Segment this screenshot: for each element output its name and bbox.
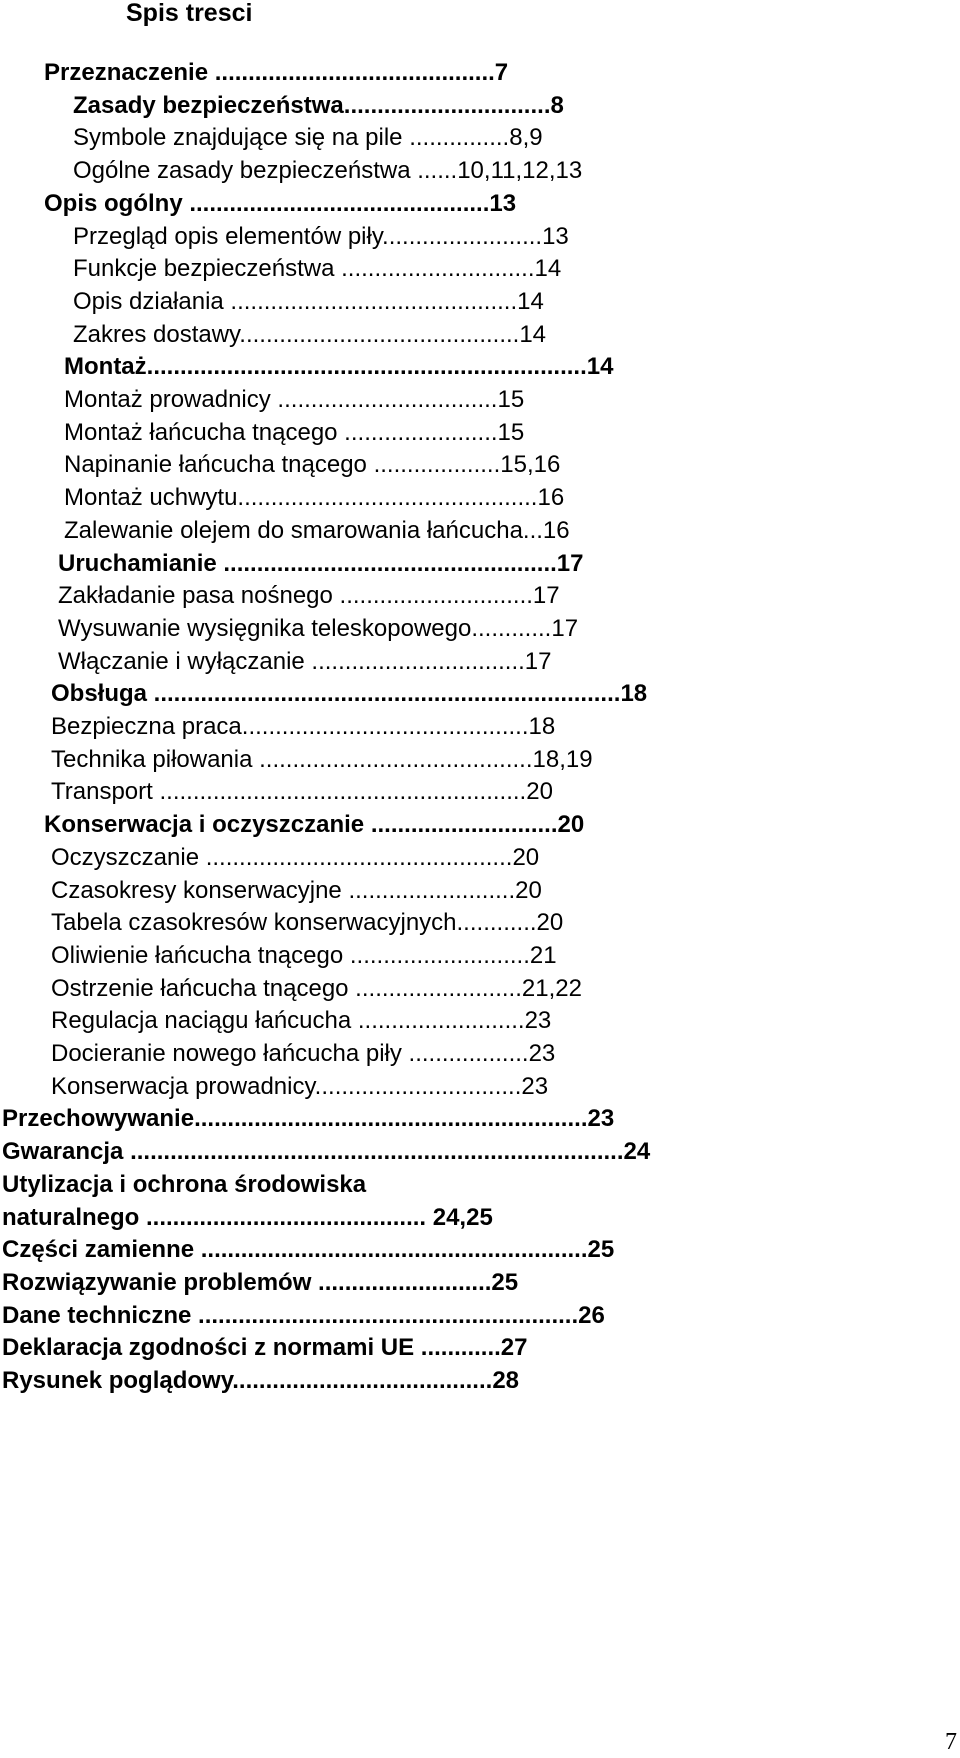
toc-entry: Przeznaczenie ..........................................7 — [44, 59, 509, 86]
toc-entry: Włączanie i wyłączanie ................................17 — [58, 647, 552, 675]
toc-entry: Zalewanie olejem do smarowania łańcucha...16 — [64, 516, 570, 544]
toc-entry: Konserwacja i oczyszczanie ............................20 — [44, 811, 585, 839]
toc-entry: Rysunek poglądowy.......................................28 — [2, 1367, 520, 1394]
toc-entry: Gwarancja ..........................................................................24 — [2, 1138, 651, 1166]
toc-entry: Montaż..................................................................14 — [64, 353, 614, 381]
toc-entry: Wysuwanie wysięgnika teleskopowego............17 — [58, 614, 579, 642]
toc-entry: Oczyszczanie ..............................................20 — [51, 843, 540, 871]
toc-entry: Technika piłowania .........................................18,19 — [51, 745, 593, 773]
toc-entry: Dane techniczne .........................................................26 — [2, 1301, 605, 1329]
toc-entry: Napinanie łańcucha tnącego ...................15,16 — [64, 451, 561, 479]
toc-entry: Obsługa ......................................................................18 — [51, 680, 648, 708]
toc-entry: Czasokresy konserwacyjne .........................20 — [51, 876, 542, 904]
toc-entry: Transport .......................................................20 — [51, 778, 553, 806]
toc-title: Spis tresci — [126, 0, 253, 27]
toc-entry: Części zamienne ..........................................................25 — [2, 1236, 615, 1264]
toc-entry: Ogólne zasady bezpieczeństwa ......10,11,12,13 — [73, 157, 583, 185]
toc-entry: Zasady bezpieczeństwa...............................8 — [73, 91, 564, 119]
toc-entry: Konserwacja prowadnicy...............................23 — [51, 1072, 549, 1100]
toc-entry: Opis ogólny .............................................13 — [44, 189, 517, 217]
toc-entry: Funkcje bezpieczeństwa .............................14 — [73, 255, 562, 283]
toc-entry: Utylizacja i ochrona środowiska — [2, 1170, 367, 1198]
toc-entry: Zakładanie pasa nośnego .............................17 — [58, 582, 560, 610]
toc-entry: Przegląd opis elementów piły........................13 — [73, 222, 569, 250]
toc-entry: Zakres dostawy..........................................14 — [73, 320, 547, 348]
toc-entry: Symbole znajdujące się na pile ...............8,9 — [73, 124, 543, 152]
toc-entry: Rozwiązywanie problemów ..........................25 — [2, 1268, 519, 1296]
toc-entry: Bezpieczna praca...........................................18 — [51, 713, 556, 740]
toc-entry: Opis działania ...........................................14 — [73, 287, 544, 315]
page-number: 7 — [945, 1729, 957, 1755]
toc-entry: Przechowywanie...........................................................23 — [2, 1105, 615, 1133]
toc-entry: Uruchamianie ..................................................17 — [58, 549, 584, 577]
toc-entry: Oliwienie łańcucha tnącego ...........................21 — [51, 941, 557, 969]
toc-entry: Ostrzenie łańcucha tnącego .........................21,22 — [51, 974, 582, 1002]
toc-entry: naturalnego .......................................... 24,25 — [2, 1203, 493, 1231]
toc-entry: Montaż łańcucha tnącego .......................15 — [64, 418, 525, 446]
toc-entry: Docieranie nowego łańcucha piły ..................23 — [51, 1040, 556, 1067]
toc-entry: Deklaracja zgodności z normami UE ............27 — [2, 1334, 528, 1362]
toc-entry: Montaż prowadnicy .................................15 — [64, 386, 525, 413]
toc-entry: Tabela czasokresów konserwacyjnych............20 — [51, 909, 564, 937]
toc-entry: Montaż uchwytu.............................................16 — [64, 484, 565, 512]
toc-entry: Regulacja naciągu łańcucha .........................23 — [51, 1007, 552, 1035]
